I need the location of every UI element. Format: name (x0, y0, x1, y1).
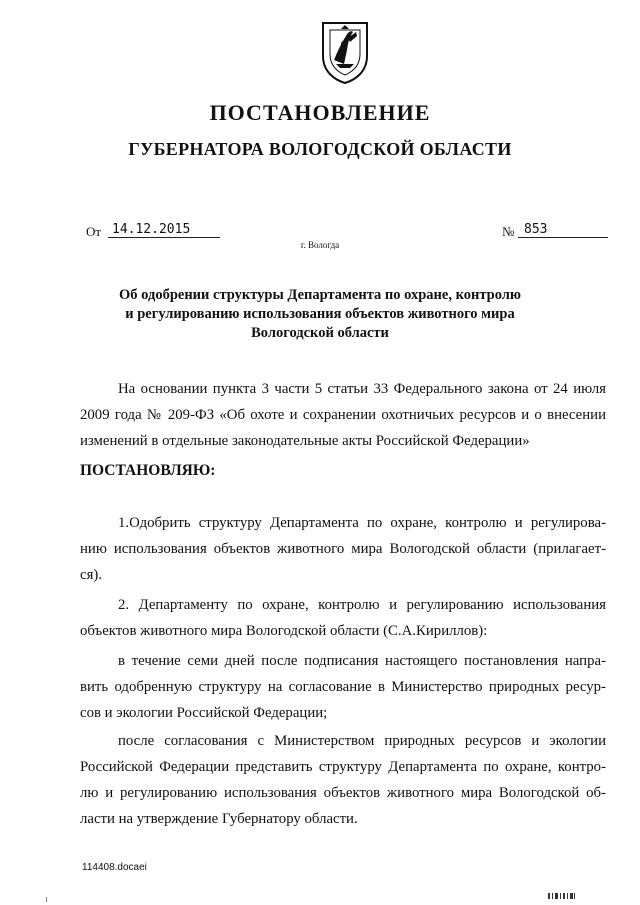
item-2a-line: сов и экологии Российской Федерации; (80, 705, 328, 721)
item-2b-line: после согласования с Министерством природных ресурсов и экологии (118, 733, 606, 749)
item-1-line: 1.Одобрить структуру Департамента по охране, контролю и регулирова- (118, 515, 606, 531)
subject-line: и регулированию использования объектов животного мира (125, 306, 515, 322)
preamble-line: На основании пункта 3 части 5 статьи 33 Федерального закона от 24 июля (118, 381, 606, 397)
edge-mark (46, 897, 47, 902)
item-2-line: 2. Департаменту по охране, контролю и регулированию использования (118, 597, 606, 613)
item-2a-line: вить одобренную структуру на согласование в Министерство природных ресур- (80, 679, 606, 695)
subject-line: Об одобрении структуры Департамента по охране, контролю (119, 287, 521, 303)
item-1-line: ся). (80, 567, 103, 583)
item-2b-line: Российской Федерации представить структуру Департамента по охране, контро- (80, 759, 606, 775)
document-title: ПОСТАНОВЛЕНИЕ (209, 100, 431, 125)
document-subject (60, 286, 580, 343)
document-city: г. Вологда (300, 240, 340, 250)
item-2b-line: лю и регулированию использования объектов животного мира Вологодской об- (80, 785, 606, 801)
date-number-row (0, 222, 640, 242)
file-name: 114408.docaei (82, 862, 147, 873)
document-subtitle: ГУБЕРНАТОРА ВОЛОГОДСКОЙ ОБЛАСТИ (128, 139, 512, 159)
preamble-line: изменений в отдельные законодательные акты Российской Федерации» (80, 433, 530, 449)
number-prefix: № (502, 224, 515, 239)
barcode-mark-icon (548, 893, 576, 899)
item-2a-line: в течение семи дней после подписания настоящего постановления напра- (118, 653, 606, 669)
preamble-line: 2009 года № 209-ФЗ «Об охоте и сохранении охотничьих ресурсов и о внесении (80, 407, 606, 423)
item-2b-line: ласти на утверждение Губернатору области. (80, 811, 358, 827)
vologda-coat-of-arms-icon (320, 20, 370, 84)
item-2-line: объектов животного мира Вологодской области (С.А.Кириллов): (80, 623, 488, 639)
document-number: 853 (518, 222, 608, 238)
resolve-word: ПОСТАНОВЛЯЮ: (80, 462, 216, 479)
item-1-line: нию использования объектов животного мира Вологодской области (прилагает- (80, 541, 606, 557)
subject-line: Вологодской области (251, 325, 389, 341)
date-prefix: От (86, 224, 102, 239)
document-date: 14.12.2015 (108, 222, 220, 238)
